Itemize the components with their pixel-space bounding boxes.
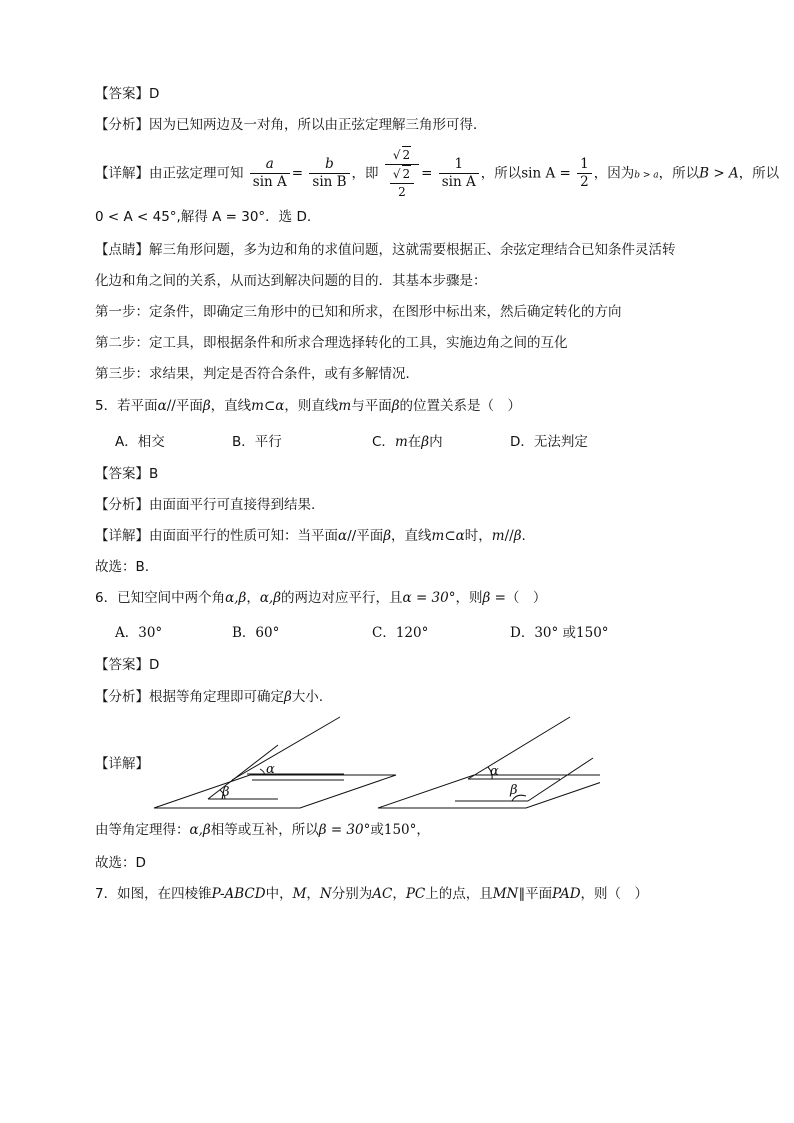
option-c[interactable]: C．120°: [372, 625, 429, 641]
option-letter: C．: [372, 434, 395, 450]
ray-right-1: [468, 717, 570, 779]
sqrt-content: 2: [402, 167, 411, 181]
math: 150°: [383, 822, 417, 838]
detail-text: ，所以: [480, 165, 522, 182]
math: β: [383, 528, 392, 544]
detail-text: .: [521, 528, 526, 544]
stem-text: ，则（ ）: [580, 886, 649, 902]
frac-den: sin A: [441, 174, 476, 190]
math: β: [513, 528, 522, 544]
q6-choose: 故选：D: [95, 855, 146, 871]
stem-text: 上的点，且: [425, 886, 493, 902]
math: MN: [492, 886, 519, 902]
frac-den: 2: [580, 174, 589, 190]
math: α: [455, 528, 465, 544]
analysis-text: 根据等角定理即可确定: [149, 689, 284, 705]
option-text: 内: [429, 434, 443, 450]
formula: sin A =: [521, 165, 571, 182]
sqrt-content: 2: [402, 148, 411, 162]
formula: b > a: [634, 170, 659, 181]
frac-den: 2: [398, 185, 406, 199]
math: β =: [482, 590, 506, 606]
q5-options: [0, 430, 794, 450]
frac-num: √ 2: [390, 165, 414, 184]
detail-tag: 【详解】: [95, 528, 149, 544]
detail-text: ，所以: [658, 165, 700, 182]
q4-analysis-line: [95, 115, 487, 135]
q6-analysis-line: [95, 687, 323, 707]
math: β: [391, 398, 400, 414]
formula: B > A: [699, 165, 739, 182]
frac-num: b: [309, 156, 349, 174]
detail-text: ，因为: [593, 165, 635, 182]
math: β = 30°: [318, 822, 371, 838]
q4-step1: 第一步：定条件，即确定三角形中的已知和所求，在图形中标出来，然后确定转化的方向: [95, 304, 622, 320]
q5-answer-line: [95, 464, 158, 484]
stem-text: 7．如图，在四棱锥: [95, 886, 212, 902]
stem-text: 6．已知空间中两个角: [95, 590, 226, 606]
option-text: 在: [407, 434, 422, 450]
q5-stem: [95, 396, 521, 416]
label-beta-right: β: [510, 783, 518, 798]
math: M: [292, 886, 307, 902]
answer-value: D: [149, 657, 160, 673]
figure-left: [154, 717, 396, 808]
fraction-b-over-sinB: [309, 156, 349, 191]
option-b[interactable]: B．60°: [232, 625, 280, 641]
math: m: [251, 398, 264, 414]
answer-tag: 【答案】: [95, 657, 149, 673]
q6-answer-line: [95, 655, 159, 675]
label-beta-left: β: [222, 785, 230, 800]
stem-text: ，直线: [210, 398, 252, 414]
answer-value: B: [149, 466, 159, 482]
stem-text: ，则直线: [284, 398, 339, 414]
math: m: [338, 398, 352, 414]
detail-text: //平面: [347, 528, 384, 544]
answer-tag: 【答案】: [95, 466, 149, 482]
frac-den: [385, 165, 419, 201]
detail-text: ，直线: [391, 528, 432, 544]
math: α: [338, 528, 348, 544]
fraction-a-over-sinA: [250, 156, 290, 191]
detail-text: ，所以: [738, 165, 780, 182]
math: //: [504, 528, 514, 544]
nested-fraction: [390, 165, 414, 201]
arc-alpha-left: [260, 769, 264, 774]
math: β: [284, 689, 292, 705]
stem-text: 与平面: [351, 398, 392, 414]
stem-text: ，: [392, 886, 406, 902]
math: ⊂: [263, 398, 276, 414]
frac-num: 1: [439, 156, 479, 174]
math: N: [319, 886, 332, 902]
q6-detail-tag: 【详解】: [95, 756, 149, 772]
analysis-tag: 【分析】: [95, 689, 149, 705]
q4-point-line2: 化边和角之间的关系，从而达到解决问题的目的．其基本步骤是：: [95, 273, 487, 289]
q6-conclusion: [95, 820, 430, 840]
label-alpha-left: α: [266, 762, 275, 777]
detail-text: 时，: [464, 528, 492, 544]
stem-text: ，: [246, 590, 260, 606]
stem-text: （ ）: [505, 590, 547, 606]
q7-stem: [95, 884, 648, 904]
q4-detail-line2: 0 < A < 45°,解得 A = 30°．选 D.: [95, 209, 312, 225]
stem-text: ∥平面: [518, 886, 553, 902]
q4-answer-line: [95, 84, 159, 104]
answer-value: D: [149, 86, 160, 102]
option-b[interactable]: B．平行: [232, 434, 282, 450]
q4-point-line1: [95, 240, 676, 260]
conclusion-text: 相等或互补，所以: [210, 822, 319, 838]
stem-text: ，: [306, 886, 320, 902]
q6-stem: [95, 588, 546, 608]
detail-tag: 【详解】: [95, 165, 149, 182]
label-alpha-right: α: [490, 764, 499, 779]
math: α: [275, 398, 285, 414]
frac-num: √ 2: [385, 146, 419, 165]
math: PC: [405, 886, 426, 902]
math: P-ABCD: [211, 886, 266, 902]
option-a[interactable]: A．相交: [115, 434, 165, 450]
q4-step2: 第二步：定工具，即根据条件和所求合理选择转化的工具，实施边角之间的互化: [95, 335, 568, 351]
conclusion-text: 由等角定理得：: [95, 822, 190, 838]
math: β: [202, 398, 211, 414]
stem-text: 的两边对应平行，且: [281, 590, 403, 606]
stem-text: 平面: [175, 398, 203, 414]
analysis-tag: 【分析】: [95, 497, 149, 513]
equals: =: [421, 165, 433, 182]
fraction-half: [577, 156, 592, 191]
option-c[interactable]: [372, 430, 443, 450]
ray-left-1: [232, 717, 340, 780]
stem-text: 中，: [265, 886, 293, 902]
q5-detail-line: [95, 526, 526, 546]
math: α,β: [225, 590, 247, 606]
plane-right: [378, 775, 600, 808]
conclusion-text: ，: [416, 822, 430, 838]
math: α = 30°: [402, 590, 456, 606]
math: ⊂: [444, 528, 456, 544]
point-tag: 【点睛】: [95, 242, 149, 258]
stem-text: ，则: [455, 590, 483, 606]
detail-text: 由正弦定理可知: [149, 165, 244, 182]
analysis-text: 大小.: [291, 689, 324, 705]
math: α,β: [189, 822, 211, 838]
math: m: [394, 434, 408, 450]
conclusion-text: 或: [370, 822, 384, 838]
fraction-1-over-sinA: [439, 156, 479, 191]
option-d[interactable]: D．30° 或150°: [510, 625, 609, 641]
answer-tag: 【答案】: [95, 86, 149, 102]
math: PAD: [552, 886, 581, 902]
equals: =: [291, 165, 304, 182]
q6-options: [0, 621, 794, 641]
math: m: [491, 528, 505, 544]
analysis-text: 由面面平行可直接得到结果.: [149, 497, 316, 513]
analysis-text: 因为已知两边及一对角，所以由正弦定理解三角形可得．: [149, 117, 487, 133]
math: α: [157, 398, 167, 414]
math: β: [421, 434, 430, 450]
figure-right: [378, 717, 600, 808]
detail-text: ，即: [351, 165, 379, 182]
stem-text: 分别为: [331, 886, 373, 902]
math: AC: [372, 886, 393, 902]
fraction-sqrt2: [385, 146, 419, 201]
math: //: [166, 398, 176, 414]
q5-choose: 故选：B.: [95, 559, 150, 575]
frac-num: a: [250, 156, 290, 174]
option-a[interactable]: A．30°: [115, 625, 163, 641]
q5-analysis-line: [95, 495, 315, 515]
detail-text: 由面面平行的性质可知：当平面: [149, 528, 338, 544]
math: α,β: [259, 590, 282, 606]
stem-text: 5．若平面: [95, 398, 158, 414]
option-d[interactable]: D．无法判定: [510, 434, 588, 450]
analysis-tag: 【分析】: [95, 117, 149, 133]
frac-num: 1: [577, 156, 592, 174]
math: m: [431, 528, 445, 544]
frac-den: sin A: [252, 174, 287, 190]
stem-text: 的位置关系是（ ）: [399, 398, 522, 414]
point-text: 解三角形问题，多为边和角的求值问题，这就需要根据正、余弦定理结合已知条件灵活转: [149, 242, 676, 258]
q4-detail-line: [95, 146, 779, 198]
q6-figure: [150, 712, 600, 812]
frac-den: sin B: [312, 174, 347, 190]
q4-step3: 第三步：求结果，判定是否符合条件，或有多解情况．: [95, 366, 419, 382]
